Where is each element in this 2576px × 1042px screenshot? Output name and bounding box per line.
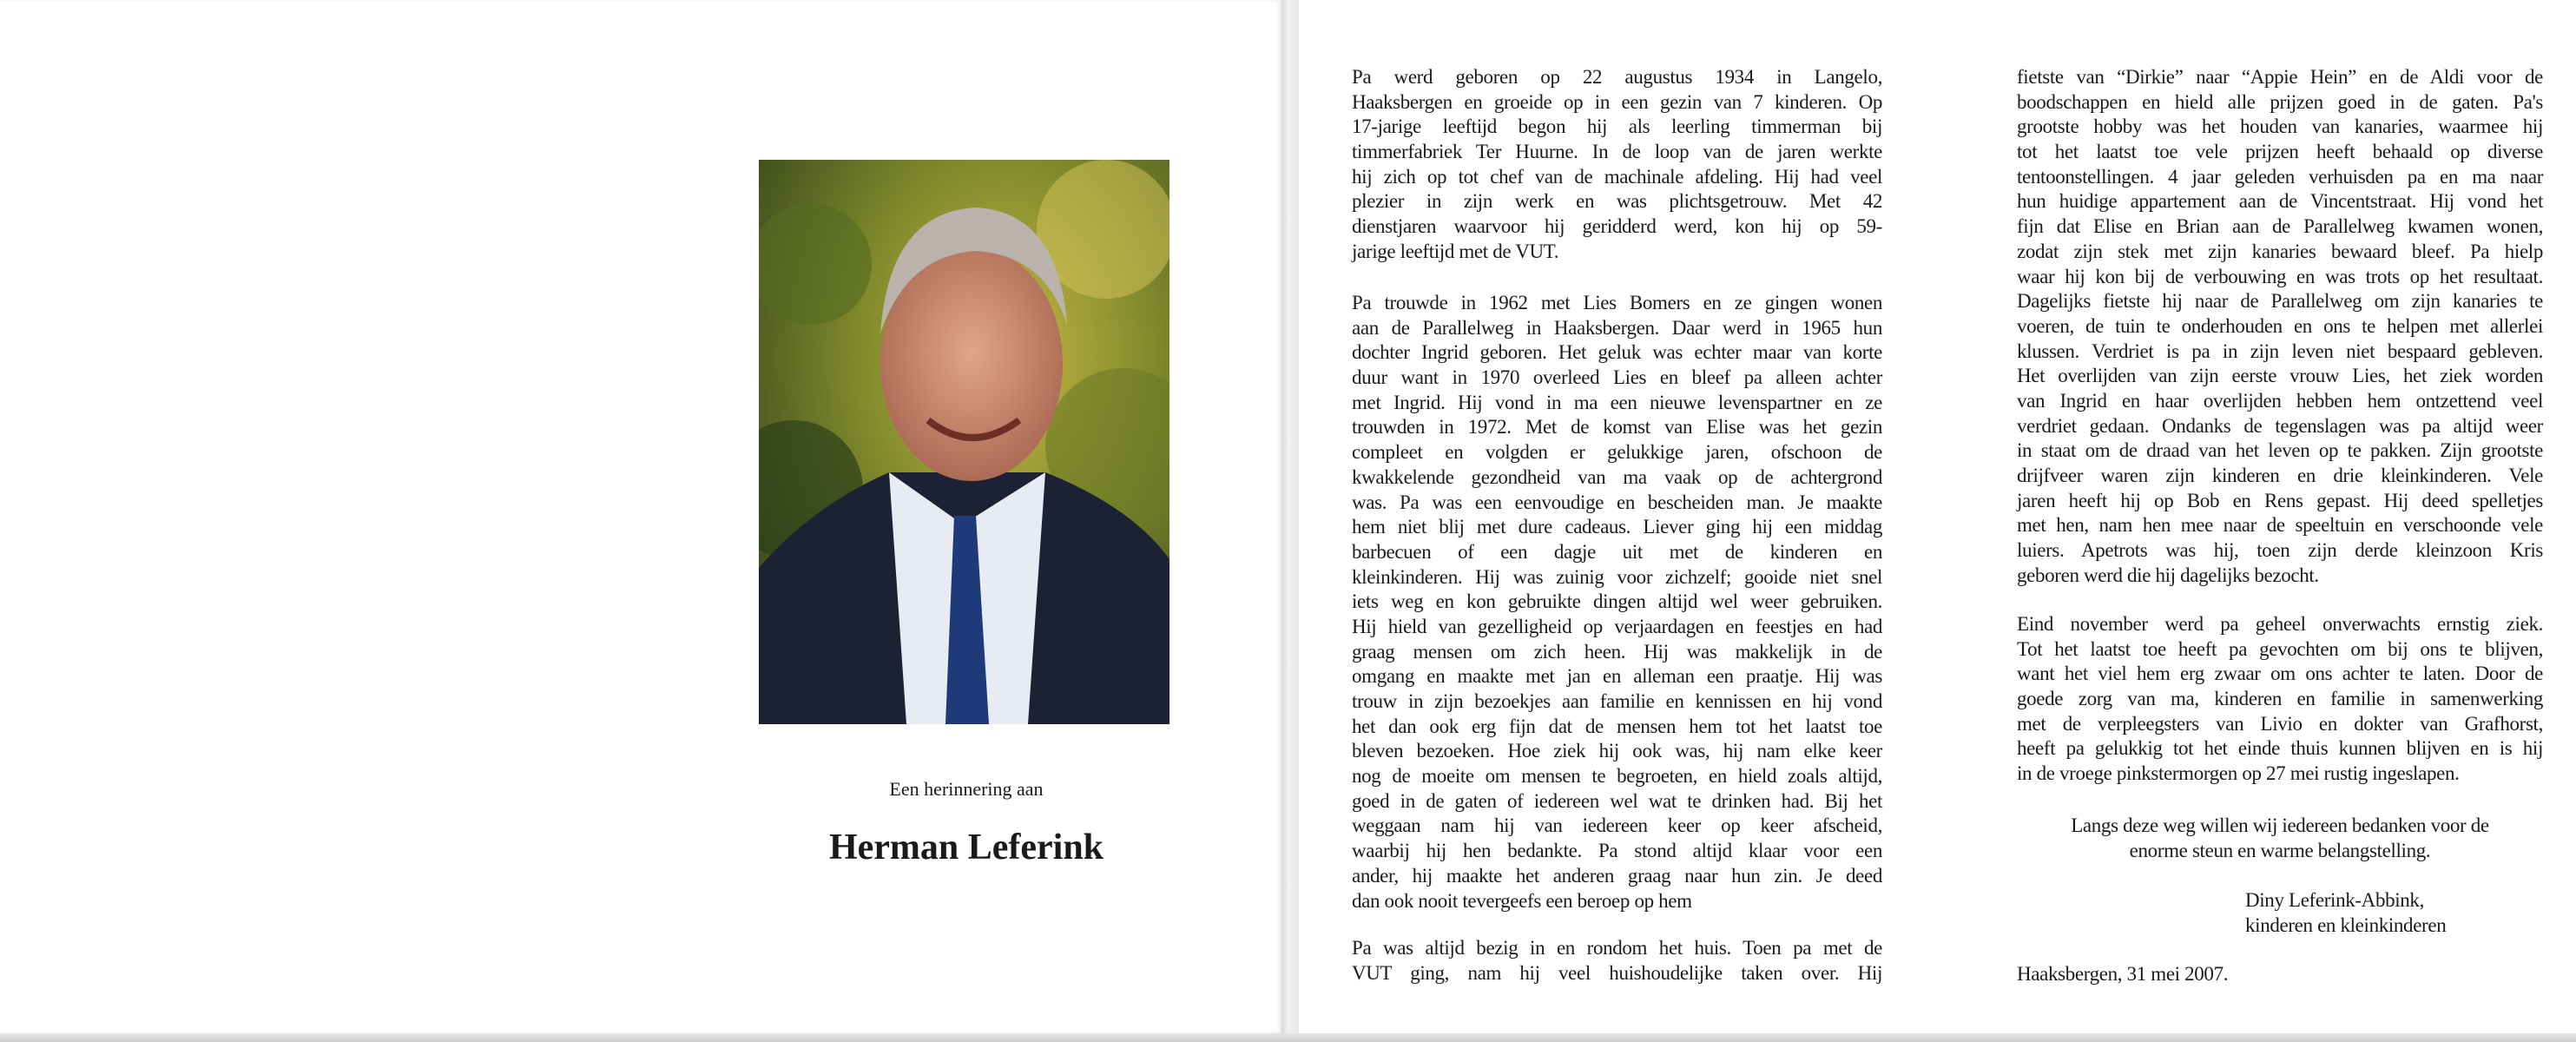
text-line: dochter Ingrid geboren. Het geluk was echter maar van korte [1352, 341, 1882, 364]
text-line: trouw in zijn bezoekjes aan familie en kennissen en hij vond [1352, 690, 1882, 712]
text-line: want het viel hem erg zwaar om ons achter te laten. Door de [2017, 663, 2543, 685]
text-line: heeft pa gelukkig tot het einde thuis kunnen blijven en is hij [2017, 737, 2543, 760]
text-line: dienstjaren waarvoor hij geridderd werd, kon hij op 59- [1352, 215, 1882, 238]
text-line: verdriet gedaan. Ondanks de tegenslagen was pa altijd weer [2017, 414, 2543, 437]
signature [2245, 888, 2540, 938]
text-line: omgang en maakte met jan en alleman een praatje. Hij was [1352, 665, 1882, 688]
text-line: bleven bezoeken. Hoe ziek hij ook was, hij nam elke keer [1352, 740, 1882, 762]
text-line: hun huidige appartement aan de Vincentstraat. Hij vond het [2017, 190, 2543, 213]
text-line: zodat zijn stek met zijn kanaries bewaard bleef. Pa hielp [2017, 240, 2543, 262]
place-date: Haaksbergen, 31 mei 2007. [2017, 963, 2229, 985]
text-line: trouwden in 1972. Met de komst van Elise was het gezin [1352, 416, 1882, 439]
text-line: fietste van “Dirkie” naar “Appie Hein” en de Aldi voor de [2017, 66, 2543, 88]
text-line: goede zorg van ma, kinderen en familie in samenwerking [2017, 688, 2543, 710]
text-line: met Ingrid. Hij vond in ma een nieuwe levenspartner en ze [1352, 391, 1882, 413]
text-line: 17-jarige leeftijd begon hij als leerling timmerman bij [1352, 115, 1882, 138]
place-date-wrap [2017, 962, 2543, 987]
text-line: kleinkinderen. Hij was zuinig voor zichzelf; gooide niet snel [1352, 565, 1882, 588]
text-line: was. Pa was een eenvoudige en bescheiden man. Je maakte [1352, 491, 1882, 513]
text-line: nog de moeite om mensen te begroeten, en hield zoals altijd, [1352, 765, 1882, 788]
text-line: waar hij kon bij de verbouwing en was trots op het resultaat. [2017, 265, 2543, 287]
text-line: van Ingrid en haar overlijden hebben hem ontzettend veel [2017, 389, 2543, 412]
text-line: Diny Leferink-Abbink, [2245, 889, 2424, 911]
text-line: barbecuen of een dagje uit met de kinderen en [1352, 540, 1882, 563]
text-line: graag mensen om zich heen. Hij was makkelijk in de [1352, 640, 1882, 663]
text-line: tentoonstellingen. 4 jaar geleden verhuisden pa en ma naar [2017, 165, 2543, 188]
text-line: met de verpleegsters van Livio en dokter van Grafhorst, [2017, 712, 2543, 735]
text-line: in staat om de draad van het leven op te pakken. Zijn grootste [2017, 439, 2543, 462]
card-fold [1281, 0, 1299, 1042]
text-line: in de vroege pinkstermorgen op 27 mei rustig ingeslapen. [2017, 762, 2460, 785]
text-line: dan ook nooit tevergeefs een beroep op hem [1352, 889, 1692, 912]
text-line: enorme steun en warme belangstelling. [2129, 839, 2431, 861]
paragraph-illness [2017, 612, 2543, 787]
text-line: kinderen en kleinkinderen [2245, 913, 2447, 936]
text-line: aan de Parallelweg in Haaksbergen. Daar werd in 1965 hun [1352, 316, 1882, 339]
text-line: Pa was altijd bezig in en rondom het huis. Toen pa met de [1352, 937, 1882, 959]
memorial-card-front [0, 0, 1281, 1033]
scan-edge [0, 1033, 2576, 1042]
text-line: jaren heeft hij op Bob en Rens gepast. Hij deed spelletjes [2017, 489, 2543, 511]
text-line: boodschappen en hield alle prijzen goed in de gaten. Pa's [2017, 90, 2543, 113]
text-line: drijfveer waren zijn kinderen en drie kleinkinderen. Vele [2017, 465, 2543, 486]
text-line: duur want in 1970 overleed Lies en bleef pa alleen achter [1352, 366, 1882, 389]
text-line: met hen, nam hen mee naar de speeltuin en verschoonde vele [2017, 514, 2543, 537]
paragraph-birth-career [1352, 65, 1882, 265]
intro-text: Een herinnering aan [889, 778, 1044, 800]
portrait-photo [759, 160, 1169, 724]
text-line: ander, hij maakte het anderen graag naar hun zin. Je deed [1352, 864, 1882, 887]
text-line: Eind november werd pa geheel onverwachts ernstig ziek. [2017, 613, 2543, 635]
paragraph-family-life [1352, 291, 1882, 913]
text-line: Haaksbergen en groeide op in een gezin van 7 kinderen. Op [1352, 90, 1882, 113]
text-line: Het overlijden van zijn eerste vrouw Lies, het ziek worden [2017, 365, 2543, 387]
text-line: iets weg en kon gebruikte dingen altijd wel weer gebruiken. [1352, 590, 1882, 613]
text-line: Dagelijks fietste hij naar de Parallelweg om zijn kanaries te [2017, 290, 2543, 313]
paragraph-hobbies [2017, 65, 2543, 588]
text-line: voeren, de tuin te onderhouden en ons te helpen met allerlei [2017, 314, 2543, 337]
text-line: grootste hobby was het houden van kanaries, waarmee hij [2017, 115, 2543, 138]
text-line: klussen. Verdriet is pa in zijn leven niet bespaard gebleven. [2017, 340, 2543, 362]
paragraph-retirement [1352, 936, 1882, 986]
text-line: Langs deze weg willen wij iedereen bedanken voor de [2071, 814, 2489, 836]
text-line: compleet en volgden er gelukkige jaren, ofschoon de [1352, 441, 1882, 464]
text-line: Pa werd geboren op 22 augustus 1934 in Langelo, [1352, 66, 1882, 88]
text-line: het dan ook erg fijn dat de mensen hem tot het laatst toe [1352, 715, 1882, 737]
thanks-text [2017, 814, 2543, 863]
text-line: kwakkelende gezondheid van ma vaak op de achtergrond [1352, 465, 1882, 488]
text-line: tot het laatst toe vele prijzen heeft behaald op diverse [2017, 141, 2543, 163]
text-line: goed in de gaten of iedereen wel wat te drinken had. Bij het [1352, 789, 1882, 812]
text-line: VUT ging, nam hij veel huishoudelijke taken over. Hij [1352, 961, 1882, 984]
text-line: timmerfabriek Ter Huurne. In de loop van de jaren werkte [1352, 141, 1882, 163]
text-line: Pa trouwde in 1962 met Lies Bomers en ze gingen wonen [1352, 292, 1882, 313]
text-line: geboren werd die hij dagelijks bezocht. [2017, 564, 2319, 586]
deceased-name: Herman Leferink [828, 828, 1104, 867]
text-line: jarige leeftijd met de VUT. [1352, 240, 1559, 262]
text-line: weggaan nam hij van iedereen keer op keer afscheid, [1352, 814, 1882, 837]
text-line: Tot het laatst toe heeft pa gevochten om bij ons te blijven, [2017, 637, 2543, 660]
text-line: plezier in zijn werk en was plichtsgetrouw. Met 42 [1352, 190, 1882, 213]
text-line: luiers. Apetrots was hij, toen zijn derde kleinzoon Kris [2017, 539, 2543, 562]
text-line: Hij hield van gezelligheid op verjaardagen en feestjes en had [1352, 615, 1882, 637]
text-line: hij zich op tot chef van de machinale afdeling. Hij had veel [1352, 165, 1882, 188]
text-line: hem niet blij met dure cadeaus. Liever ging hij een middag [1352, 516, 1882, 538]
text-line: fijn dat Elise en Brian aan de Parallelweg kwamen wonen, [2017, 215, 2543, 238]
text-line: waarbij hij hen bedankte. Pa stond altijd klaar voor een [1352, 840, 1882, 862]
